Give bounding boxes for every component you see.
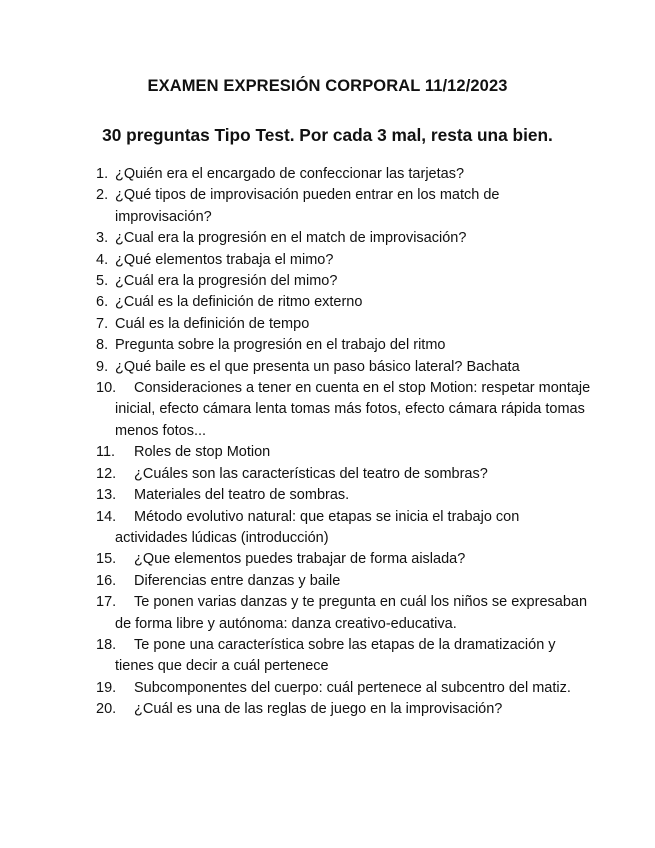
question-text: ¿Cuál es una de las reglas de juego en la improvisación? bbox=[134, 701, 503, 718]
question-number: 12. bbox=[96, 465, 117, 482]
question-text: Consideraciones a tener en cuenta en el stop Motion: respetar montaje inicial, efecto cámara lenta tomas más fotos, efecto cámara rápida tomas menos fotos... bbox=[115, 380, 591, 439]
question-item bbox=[96, 292, 591, 313]
question-text: ¿Cuál es la definición de ritmo externo bbox=[115, 294, 363, 311]
question-item bbox=[96, 228, 591, 249]
question-item bbox=[96, 314, 591, 335]
question-text: Pregunta sobre la progresión en el trabajo del ritmo bbox=[115, 337, 446, 354]
question-number: 2. bbox=[96, 187, 109, 204]
question-number: 1. bbox=[96, 166, 109, 182]
question-number: 13. bbox=[96, 487, 117, 504]
question-item bbox=[96, 699, 591, 720]
question-item bbox=[96, 464, 591, 485]
question-item bbox=[96, 357, 591, 378]
question-item bbox=[96, 335, 591, 356]
question-item bbox=[96, 485, 591, 506]
question-text: Método evolutivo natural: que etapas se inicia el trabajo con actividades lúdicas (introducción) bbox=[115, 508, 520, 546]
question-number: 10. bbox=[96, 380, 117, 397]
question-number: 16. bbox=[96, 572, 117, 589]
question-number: 4. bbox=[96, 251, 109, 268]
question-text: ¿Cuál era la progresión del mimo? bbox=[115, 273, 338, 290]
question-number: 17. bbox=[96, 594, 117, 611]
question-text: Te pone una característica sobre las etapas de la dramatización y tienes que decir a cuál pertenece bbox=[115, 636, 556, 675]
question-number: 11. bbox=[96, 444, 116, 461]
question-text: ¿Quién era el encargado de confeccionar las tarjetas? bbox=[115, 166, 465, 182]
question-text: ¿Que elementos puedes trabajar de forma aislada? bbox=[134, 551, 466, 568]
question-item bbox=[96, 549, 591, 570]
question-item bbox=[96, 571, 591, 592]
question-number: 19. bbox=[96, 679, 117, 696]
question-item bbox=[96, 271, 591, 292]
question-number: 8. bbox=[96, 337, 109, 354]
question-item bbox=[96, 507, 591, 550]
question-number: 7. bbox=[96, 315, 109, 332]
question-item bbox=[96, 164, 591, 185]
question-text: ¿Cuáles son las características del teatro de sombras? bbox=[134, 465, 488, 482]
question-text: Te ponen varias danzas y te pregunta en cuál los niños se expresaban de forma libre y autónoma: danza creativo-educativa. bbox=[115, 594, 588, 632]
question-item bbox=[96, 185, 591, 228]
question-number: 9. bbox=[96, 358, 109, 375]
question-number: 20. bbox=[96, 701, 117, 718]
question-number: 15. bbox=[96, 551, 117, 568]
question-number: 3. bbox=[96, 230, 109, 247]
question-item bbox=[96, 592, 591, 635]
question-number: 5. bbox=[96, 273, 109, 290]
question-item bbox=[96, 250, 591, 271]
question-text: Roles de stop Motion bbox=[134, 444, 271, 461]
question-text: ¿Qué baile es el que presenta un paso básico lateral? Bachata bbox=[115, 358, 520, 375]
exam-subtitle: 30 preguntas Tipo Test. Por cada 3 mal, resta una bien. bbox=[102, 125, 553, 145]
question-text: ¿Qué tipos de improvisación pueden entrar en los match de improvisación? bbox=[115, 187, 500, 225]
question-number: 18. bbox=[96, 636, 117, 653]
question-text: Materiales del teatro de sombras. bbox=[134, 487, 350, 504]
question-item bbox=[96, 635, 591, 678]
exam-title: EXAMEN EXPRESIÓN CORPORAL 11/12/2023 bbox=[147, 77, 508, 95]
question-number: 14. bbox=[96, 508, 117, 525]
question-item bbox=[96, 378, 591, 442]
question-item bbox=[96, 678, 591, 699]
question-text: ¿Qué elementos trabaja el mimo? bbox=[115, 251, 334, 268]
question-text: Subcomponentes del cuerpo: cuál pertenece al subcentro del matiz. bbox=[134, 679, 571, 696]
question-list bbox=[96, 164, 591, 721]
question-number: 6. bbox=[96, 294, 109, 311]
question-text: Cuál es la definición de tempo bbox=[115, 315, 310, 332]
question-text: ¿Cual era la progresión en el match de improvisación? bbox=[115, 230, 467, 247]
question-text: Diferencias entre danzas y baile bbox=[134, 572, 341, 589]
question-item bbox=[96, 442, 591, 463]
